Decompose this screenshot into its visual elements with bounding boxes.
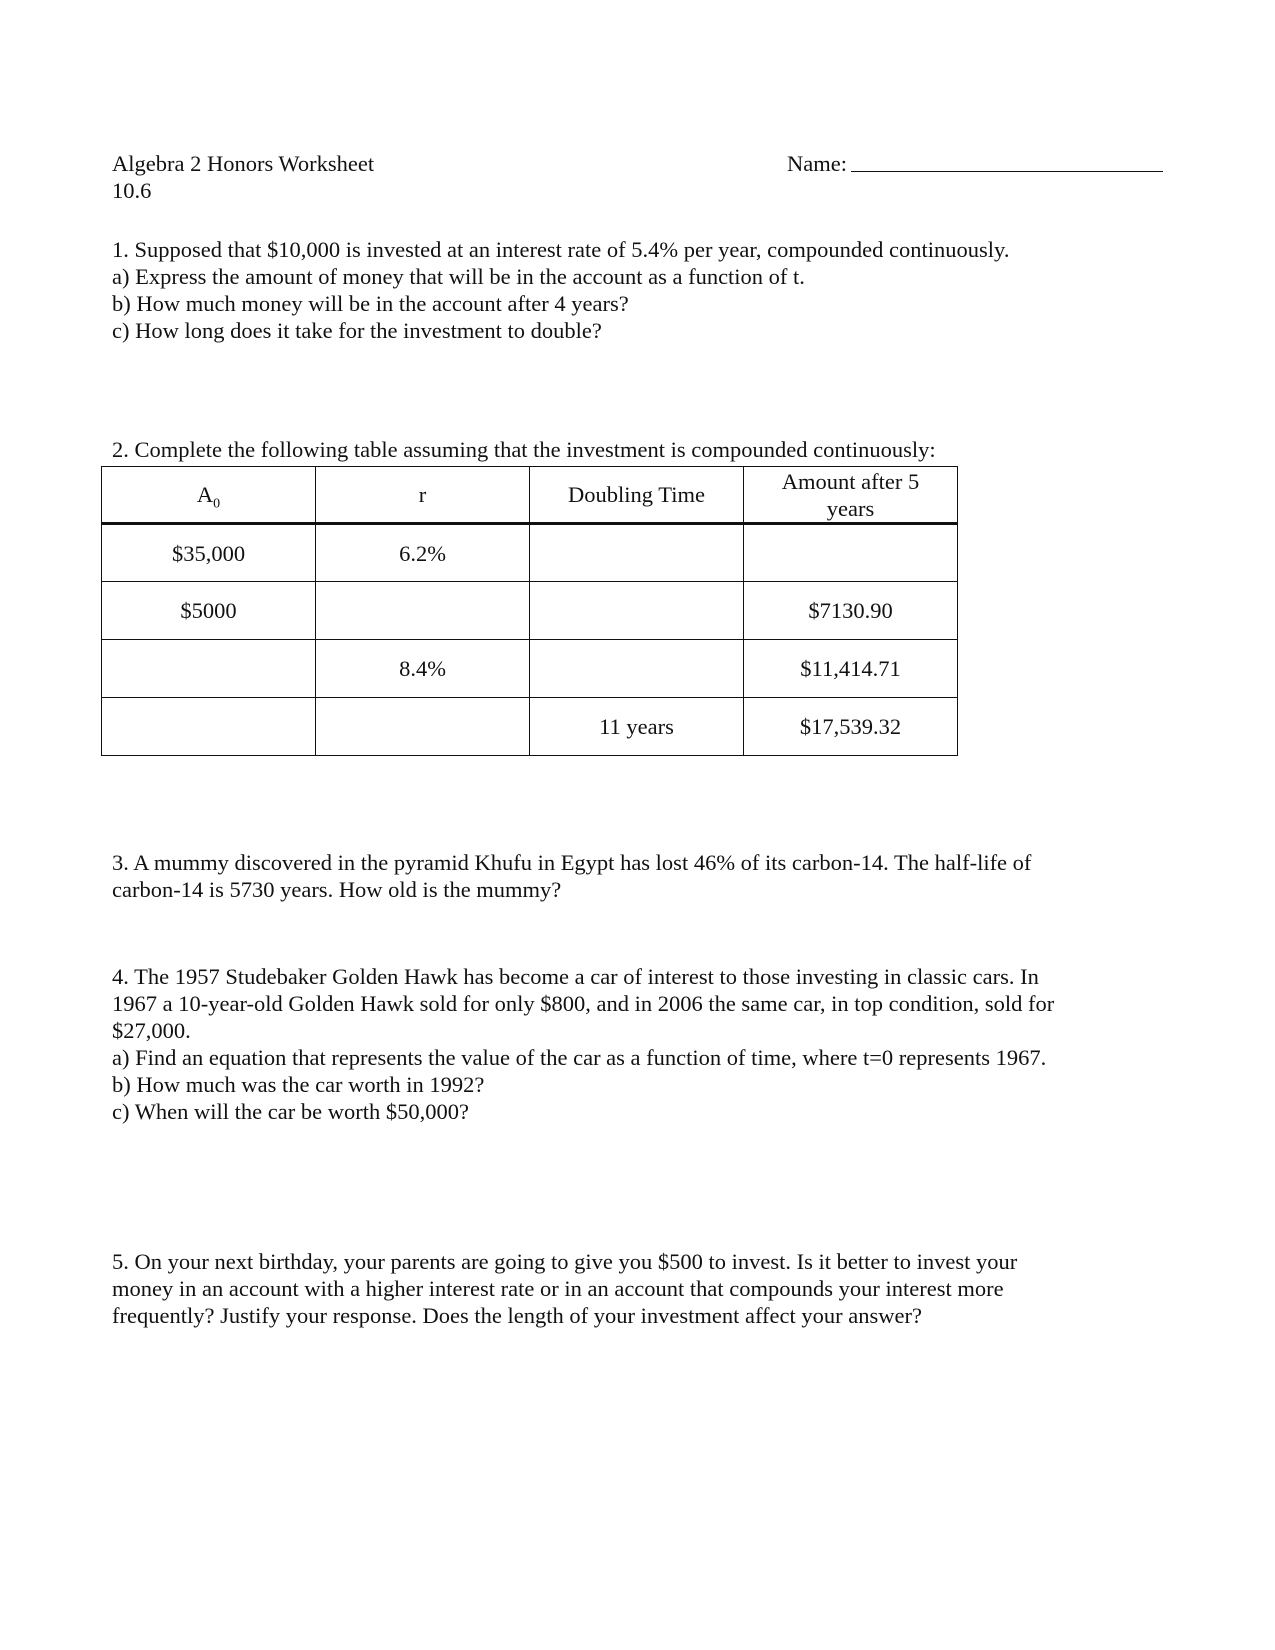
section-number: 10.6 xyxy=(112,178,152,203)
question-4-line: $27,000. xyxy=(112,1018,191,1043)
question-1c: c) How long does it take for the investment to double? xyxy=(112,318,602,343)
table-cell: 11 years xyxy=(530,698,744,756)
table-header-row xyxy=(102,467,958,524)
header-principal: $A_0$ xyxy=(102,467,316,524)
question-3 xyxy=(112,849,1031,903)
table-cell: 8.4% xyxy=(316,640,530,698)
question-1 xyxy=(112,236,1009,344)
question-1b: b) How much money will be in the account after 4 years? xyxy=(112,291,629,316)
question-1-stem: 1. Supposed that $10,000 is invested at an interest rate of 5.4% per year, compounded continuously. xyxy=(112,237,1010,262)
question-5-line: money in an account with a higher interest rate or in an account that compounds your interest more xyxy=(112,1276,1004,1301)
question-2 xyxy=(112,436,936,463)
question-3-line: 3. A mummy discovered in the pyramid Khufu in Egypt has lost 46% of its carbon-14. The half-life of xyxy=(112,850,1032,875)
question-1a: a) Express the amount of money that will be in the account as a function of t. xyxy=(112,264,805,289)
question-5-line: frequently? Justify your response. Does the length of your investment affect your answer? xyxy=(112,1303,922,1328)
worksheet-title: Algebra 2 Honors Worksheet xyxy=(112,151,375,176)
table-cell: $7130.90 xyxy=(744,582,958,640)
question-4b: b) How much was the car worth in 1992? xyxy=(112,1072,485,1097)
table-row xyxy=(102,698,958,756)
question-3-line: carbon-14 is 5730 years. How old is the mummy? xyxy=(112,877,562,902)
header-rate: r xyxy=(316,467,530,524)
name-blank-line xyxy=(851,171,1163,172)
investment-table xyxy=(101,466,958,756)
question-2-stem: 2. Complete the following table assuming that the investment is compounded continuously: xyxy=(112,437,936,462)
header-doubling-time: Doubling Time xyxy=(530,467,744,524)
table-cell: 6.2% xyxy=(316,524,530,582)
table-cell xyxy=(530,640,744,698)
table-row xyxy=(102,640,958,698)
question-4-line: 4. The 1957 Studebaker Golden Hawk has become a car of interest to those investing in classic cars. In xyxy=(112,964,1039,989)
table-cell: $17,539.32 xyxy=(744,698,958,756)
header-amount-after-5-years: Amount after 5 years xyxy=(744,467,958,524)
question-4-line: 1967 a 10-year-old Golden Hawk sold for only $800, and in 2006 the same car, in top condition, sold for xyxy=(112,991,1055,1016)
name-label: Name: xyxy=(787,151,847,176)
question-5 xyxy=(112,1248,1017,1329)
table-cell xyxy=(530,524,744,582)
question-4c: c) When will the car be worth $50,000? xyxy=(112,1099,469,1124)
table-cell: $35,000 xyxy=(102,524,316,582)
table-row xyxy=(102,524,958,582)
table-cell: $11,414.71 xyxy=(744,640,958,698)
table-cell xyxy=(316,582,530,640)
table-cell xyxy=(102,640,316,698)
table-row xyxy=(102,582,958,640)
question-5-line: 5. On your next birthday, your parents are going to give you $500 to invest. Is it better to invest your xyxy=(112,1249,1018,1274)
table-cell xyxy=(744,524,958,582)
table-cell: $5000 xyxy=(102,582,316,640)
table-cell xyxy=(102,698,316,756)
table-cell xyxy=(530,582,744,640)
question-4a: a) Find an equation that represents the value of the car as a function of time, where t=0 represents 1967. xyxy=(112,1045,1047,1070)
table-cell xyxy=(316,698,530,756)
question-4 xyxy=(112,963,1054,1125)
